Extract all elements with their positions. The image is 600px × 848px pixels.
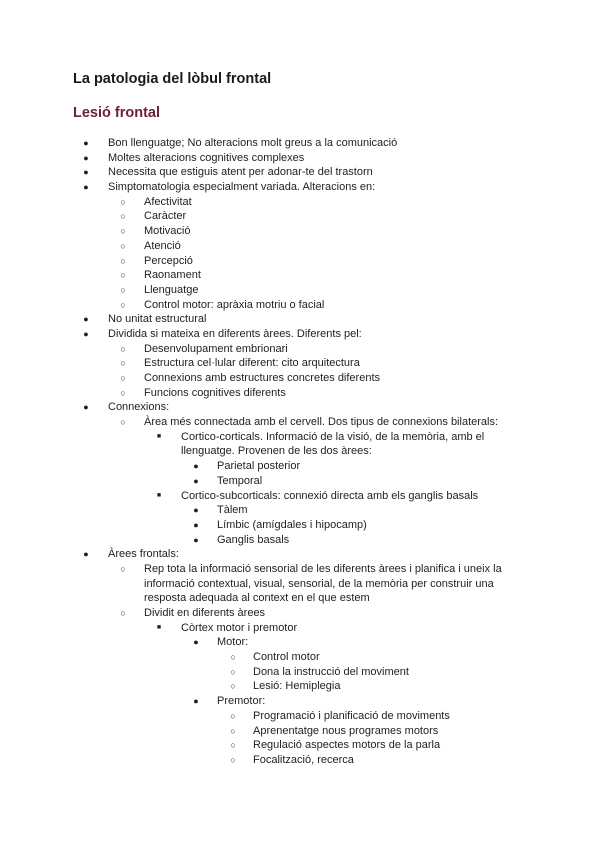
disc-bullet-icon: ● (83, 314, 89, 325)
disc-bullet-icon: ● (193, 519, 199, 530)
disc-bullet-icon: ● (193, 461, 199, 472)
list-item (0, 577, 600, 592)
list-item-text: Control motor: apràxia motriu o facial (144, 298, 325, 311)
disc-bullet-icon: ● (83, 138, 89, 148)
list-item (0, 489, 600, 504)
circle-bullet-icon: ○ (230, 652, 236, 663)
list-item-text: Dividit en diferents àrees (144, 607, 266, 619)
circle-bullet-icon: ○ (120, 358, 126, 369)
list-item (0, 415, 600, 430)
list-item-text: Atenció (144, 239, 181, 252)
list-item-text: Programació i planificació de moviments (253, 709, 450, 722)
list-item (0, 621, 600, 636)
circle-bullet-icon: ○ (120, 226, 126, 237)
circle-bullet-icon: ○ (120, 563, 126, 574)
list-item (0, 547, 600, 562)
list-item (0, 474, 600, 489)
list-item-text: llenguatge. Provenen de les dos àrees: (181, 445, 372, 458)
list-item (0, 635, 600, 650)
disc-bullet-icon: ● (83, 328, 89, 339)
circle-bullet-icon: ○ (120, 284, 126, 295)
list-item (0, 195, 600, 210)
list-item-text: Rep tota la informació sensorial de les diferents àrees i planifica i uneix la (144, 562, 502, 575)
list-item-text: Bon llenguatge; No alteracions molt greus a la comunicació (108, 137, 398, 149)
list-item-text: Motor: (217, 636, 249, 649)
list-item-text: No unitat estructural (108, 313, 207, 326)
list-item-text: Afectivitat (144, 195, 192, 208)
list-item-text: Simptomatologia especialment variada. Alteracions en: (108, 181, 376, 194)
page-title: La patologia del lòbul frontal (73, 71, 272, 87)
list-item (0, 430, 600, 445)
circle-bullet-icon: ○ (120, 299, 126, 310)
list-item (0, 753, 600, 768)
square-bullet-icon: ■ (156, 432, 162, 440)
list-item (0, 268, 600, 283)
list-item-text: Premotor: (217, 695, 266, 708)
disc-bullet-icon: ● (193, 534, 199, 545)
list-item (0, 709, 600, 724)
list-item (0, 650, 600, 665)
circle-bullet-icon: ○ (230, 681, 236, 692)
square-bullet-icon: ■ (156, 491, 162, 499)
list-item (0, 444, 600, 459)
list-item (0, 503, 600, 518)
list-item (0, 224, 600, 239)
list-item-text: informació contextual, visual, sensorial, de la memòria per construir una (144, 577, 494, 590)
circle-bullet-icon: ○ (120, 240, 126, 251)
list-item (0, 533, 600, 548)
list-item (0, 342, 600, 357)
list-item (0, 386, 600, 401)
list-item-text: Tàlem (217, 504, 248, 517)
circle-bullet-icon: ○ (120, 387, 126, 398)
list-item-text: Raonament (144, 269, 201, 282)
list-item-text: Àrea més connectada amb el cervell. Dos tipus de connexions bilaterals: (144, 416, 499, 429)
circle-bullet-icon: ○ (120, 343, 126, 354)
list-item-text: Caràcter (144, 210, 187, 223)
list-item-text: Lesió: Hemiplegia (253, 680, 341, 693)
list-item-text: Moltes alteracions cognitives complexes (108, 151, 305, 164)
list-item (0, 151, 600, 166)
list-item (0, 591, 600, 606)
circle-bullet-icon: ○ (230, 740, 236, 751)
list-item (0, 459, 600, 474)
list-item-text: Necessita que estiguis atent per adonar-te del trastorn (108, 166, 373, 179)
list-item-text: Aprenentatge nous programes motors (253, 724, 439, 737)
list-item-text: Connexions: (108, 401, 170, 414)
list-item (0, 136, 600, 151)
disc-bullet-icon: ● (193, 637, 199, 648)
list-item-text: Temporal (217, 474, 263, 487)
disc-bullet-icon: ● (193, 505, 199, 516)
list-item-text: Percepció (144, 254, 193, 267)
disc-bullet-icon: ● (193, 475, 199, 486)
list-item-text: Focalització, recerca (253, 753, 354, 766)
list-item-text: Dona la instrucció del moviment (253, 665, 409, 678)
circle-bullet-icon: ○ (230, 725, 236, 736)
list-item (0, 400, 600, 415)
list-item-text: resposta adequada al context en el que estem (144, 592, 370, 605)
circle-bullet-icon: ○ (120, 255, 126, 266)
list-item-text: Control motor (253, 651, 320, 664)
list-item-text: Parietal posterior (217, 460, 301, 473)
disc-bullet-icon: ● (83, 152, 89, 163)
list-item (0, 679, 600, 694)
disc-bullet-icon: ● (193, 696, 199, 707)
list-item (0, 724, 600, 739)
circle-bullet-icon: ○ (120, 373, 126, 383)
square-bullet-icon: ■ (156, 623, 162, 631)
disc-bullet-icon: ● (83, 167, 89, 178)
list-item (0, 518, 600, 533)
list-item-text: Estructura cel·lular diferent: cito arquitectura (144, 357, 360, 370)
list-item (0, 239, 600, 254)
disc-bullet-icon: ● (83, 182, 89, 193)
list-item (0, 665, 600, 680)
list-item-text: Llenguatge (144, 283, 199, 296)
circle-bullet-icon: ○ (120, 196, 126, 207)
list-item (0, 371, 600, 386)
list-item (0, 209, 600, 224)
bullet-list (0, 136, 600, 768)
list-item (0, 327, 600, 342)
list-item (0, 356, 600, 371)
list-item-text: Ganglis basals (217, 533, 290, 546)
list-item-text: Àrees frontals: (108, 548, 179, 561)
circle-bullet-icon: ○ (230, 666, 236, 677)
list-item (0, 312, 600, 327)
disc-bullet-icon: ● (83, 402, 89, 413)
list-item (0, 606, 600, 621)
circle-bullet-icon: ○ (230, 754, 236, 765)
list-item-text: Funcions cognitives diferents (144, 386, 286, 399)
list-item (0, 298, 600, 313)
circle-bullet-icon: ○ (120, 270, 126, 281)
list-item-text: Connexions amb estructures concretes diferents (144, 372, 381, 384)
list-item-text: Cortico-subcorticals: connexió directa amb els ganglis basals (181, 489, 479, 502)
list-item (0, 283, 600, 298)
list-item (0, 738, 600, 753)
circle-bullet-icon: ○ (230, 710, 236, 721)
list-item-text: Dividida si mateixa en diferents àrees. Diferents pel: (108, 327, 362, 340)
list-item (0, 165, 600, 180)
list-item (0, 180, 600, 195)
disc-bullet-icon: ● (83, 549, 89, 560)
list-item (0, 694, 600, 709)
list-item-text: Límbic (amígdales i hipocamp) (217, 518, 367, 531)
section-heading: Lesió frontal (73, 105, 161, 121)
circle-bullet-icon: ○ (120, 417, 126, 428)
circle-bullet-icon: ○ (120, 211, 126, 222)
circle-bullet-icon: ○ (120, 608, 126, 618)
list-item-text: Cortico-corticals. Informació de la visió, de la memòria, amb el (181, 430, 485, 443)
list-item (0, 562, 600, 577)
list-item (0, 254, 600, 269)
list-item-text: Motivació (144, 225, 191, 238)
list-item-text: Còrtex motor i premotor (181, 621, 298, 634)
list-item-text: Desenvolupament embrionari (144, 342, 288, 355)
list-item-text: Regulació aspectes motors de la parla (253, 739, 441, 752)
